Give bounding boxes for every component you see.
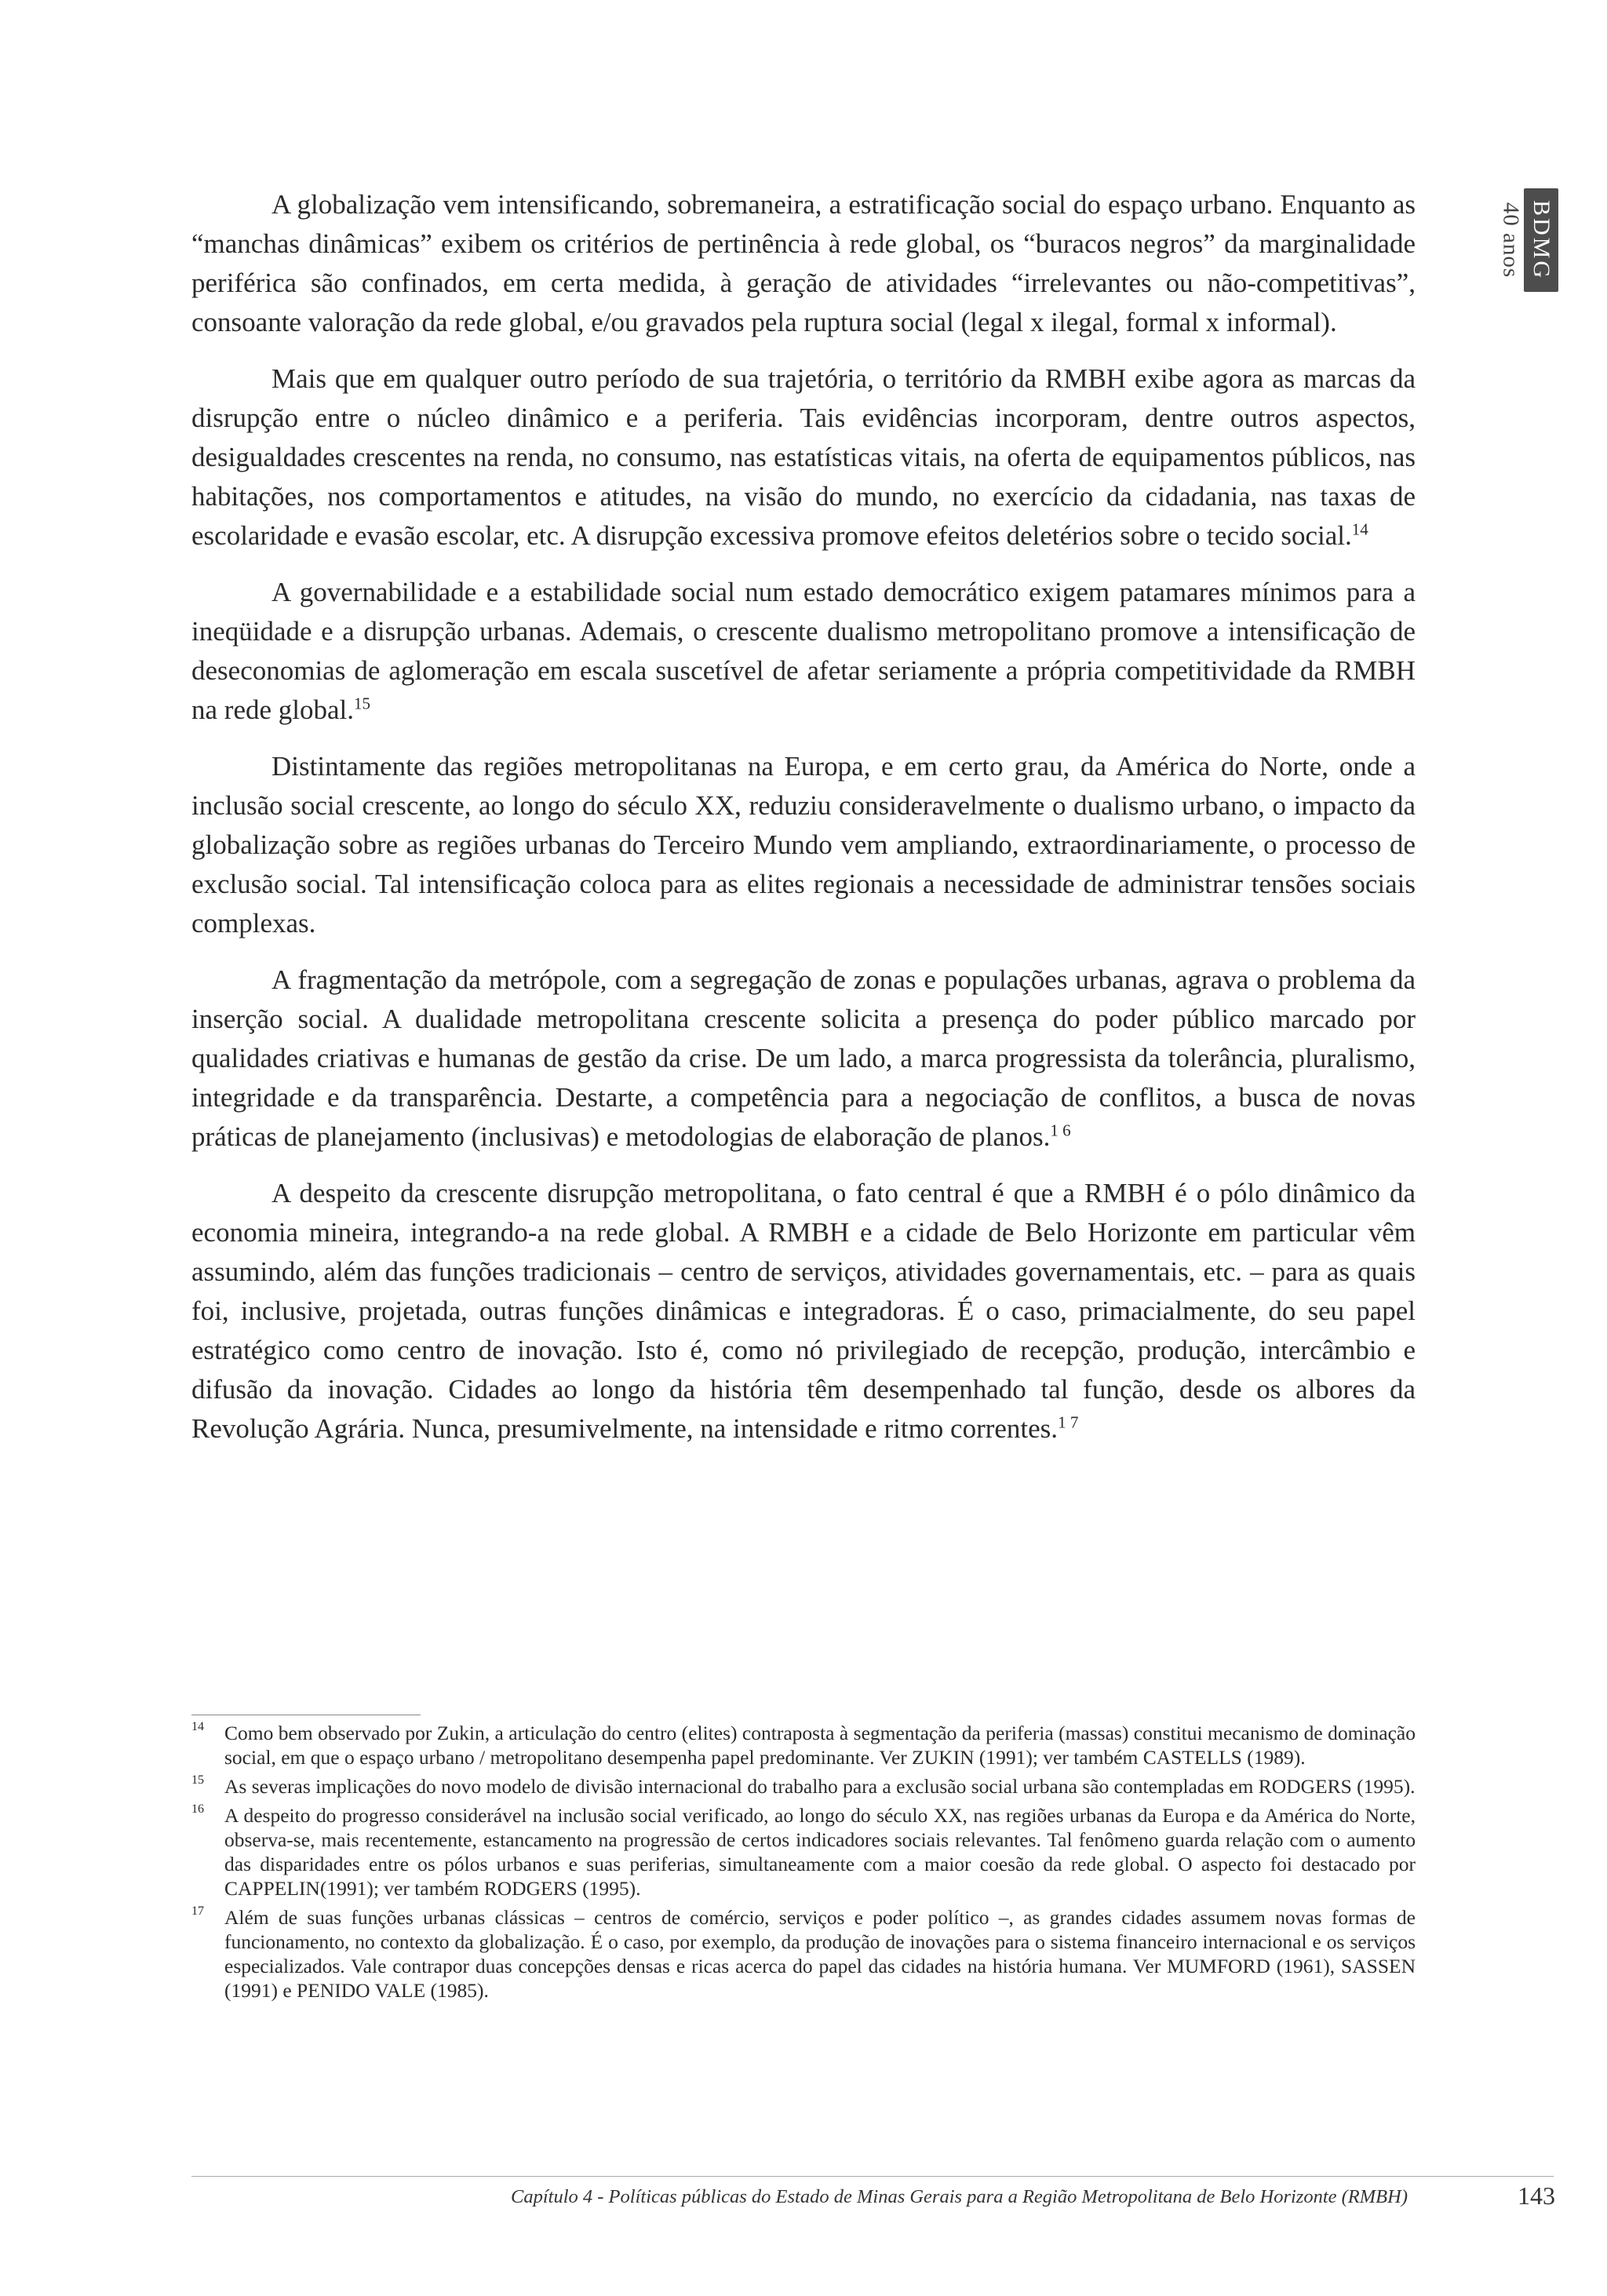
- footnote-text: Além de suas funções urbanas clássicas – centros de comércio, serviços e poder político –, as grandes cidades assumem novas formas de funcionamento, no contexto da globalização. É o caso, por exemplo, da produção de inovações para o sistema financeiro internacional e os serviços especializados. Vale contrapor duas concepções densas e ricas acerca do papel das cidades na história humana. Ver MUMFORD (1961), SASSEN (1991) e PENIDO VALE (1985).: [224, 1906, 1416, 2002]
- footer-divider: [191, 2176, 1554, 2177]
- footnote-ref-16: 1 6: [1050, 1121, 1071, 1140]
- main-text: [191, 185, 1416, 1466]
- footnote-ref-17: 1 7: [1058, 1412, 1079, 1432]
- footnote-text: As severas implicações do novo modelo de divisão internacional do trabalho para a exclusão social urbana são contempladas em RODGERS (1995).: [224, 1775, 1416, 1798]
- footnote-number: 17: [191, 1904, 204, 1918]
- side-tab-brand-label: BDMG: [1529, 199, 1554, 281]
- running-footer: Capítulo 4 - Políticas públicas do Estado de Minas Gerais para a Região Metropolitana de Belo Horizonte (RMBH): [511, 2186, 1408, 2207]
- footnote-text: A despeito do progresso considerável na inclusão social verificado, ao longo do século XX, nas regiões urbanas da Europa e da América do Norte, observa-se, mais recentemente, estancamento na progressão de certos indicadores sociais relevantes. Tal fenômeno guarda relação com o aumento das disparidades entre os pólos urbanos e suas periferias, simultaneamente com a maior coesão da rede global. O aspecto foi destacado por CAPPELIN(1991); ver também RODGERS (1995).: [224, 1804, 1416, 1900]
- footnote-number: 15: [191, 1773, 204, 1787]
- footnote-15: [191, 1774, 1416, 1799]
- side-tab-brand: [1524, 188, 1558, 292]
- footnote-14: [191, 1721, 1416, 1769]
- side-tab-years-label: 40 anos: [1498, 202, 1524, 279]
- footnote-16: [191, 1803, 1416, 1901]
- footnote-text: Como bem observado por Zukin, a articulação do centro (elites) contraposta à segmentação da periferia (massas) constitui mecanismo de dominação social, em que o espaço urbano / metropolitano desempenha papel predominante. Ver ZUKIN (1991); ver também CASTELLS (1989).: [224, 1722, 1416, 1769]
- paragraph-4: Distintamente das regiões metropolitanas na Europa, e em certo grau, da América do Norte, onde a inclusão social crescente, ao longo do século XX, reduziu consideravelmente o dualismo urbano, o impacto da globalização sobre as regiões urbanas do Terceiro Mundo vem ampliando, extraordinariamente, o processo de exclusão social. Tal intensificação coloca para as elites regionais a necessidade de administrar tensões sociais complexas.: [191, 751, 1416, 938]
- footnote-number: 16: [191, 1802, 204, 1816]
- footnote-ref-14: 14: [1351, 519, 1368, 539]
- paragraph-2: Mais que em qualquer outro período de sua trajetória, o território da RMBH exibe agora as marcas da disrupção entre o núcleo dinâmico e a periferia. Tais evidências incorporam, dentre outros aspectos, desigualdades crescentes na renda, no consumo, nas estatísticas vitais, na oferta de equipamentos públicos, nas habitações, nos comportamentos e atitudes, na visão do mundo, no exercício da cidadania, nas taxas de escolaridade e evasão escolar, etc. A disrupção excessiva promove efeitos deletérios sobre o tecido social.$^{14}$: [191, 363, 1416, 551]
- footnotes: [191, 1721, 1416, 2007]
- footnote-ref-15: 15: [354, 694, 370, 713]
- paragraph-5: A fragmentação da metrópole, com a segregação de zonas e populações urbanas, agrava o problema da inserção social. A dualidade metropolitana crescente solicita a presença do poder público marcado por qualidades criativas e humanas de gestão da crise. De um lado, a marca progressista da tolerância, pluralismo, integridade e da transparência. Destarte, a competência para a negociação de conflitos, a busca de novas práticas de planejamento (inclusivas) e metodologias de elaboração de planos.$^{1 6}$: [191, 964, 1416, 1152]
- paragraph-6: A despeito da crescente disrupção metropolitana, o fato central é que a RMBH é o pólo dinâmico da economia mineira, integrando-a na rede global. A RMBH e a cidade de Belo Horizonte em particular vêm assumindo, além das funções tradicionais – centro de serviços, atividades governamentais, etc. – para as quais foi, inclusive, projetada, outras funções dinâmicas e integradoras. É o caso, primacialmente, do seu papel estratégico como centro de inovação. Isto é, como nó privilegiado de recepção, produção, intercâmbio e difusão da inovação. Cidades ao longo da história têm desempenhado tal função, desde os albores da Revolução Agrária. Nunca, presumivelmente, na intensidade e ritmo correntes.$^{1 7}$: [191, 1178, 1416, 1444]
- footnote-number: 14: [191, 1720, 204, 1733]
- side-tab-years: [1497, 188, 1524, 292]
- paragraph-1: A globalização vem intensificando, sobremaneira, a estratificação social do espaço urbano. Enquanto as “manchas dinâmicas” exibem os critérios de pertinência à rede global, os “buracos negros” da marginalidade periférica são confinados, em certa medida, à geração de atividades “irrelevantes ou não-competitivas”, consoante valoração da rede global, e/ou gravados pela ruptura social (legal x ilegal, formal x informal).: [191, 189, 1416, 337]
- paragraph-3: A governabilidade e a estabilidade social num estado democrático exigem patamares mínimos para a ineqüidade e a disrupção urbanas. Ademais, o crescente dualismo metropolitano promove a intensificação de deseconomias de aglomeração em escala suscetível de afetar seriamente a própria competitividade da RMBH na rede global.$^{15}$: [191, 577, 1416, 725]
- page-number: 143: [1518, 2181, 1555, 2210]
- footnote-17: [191, 1905, 1416, 2003]
